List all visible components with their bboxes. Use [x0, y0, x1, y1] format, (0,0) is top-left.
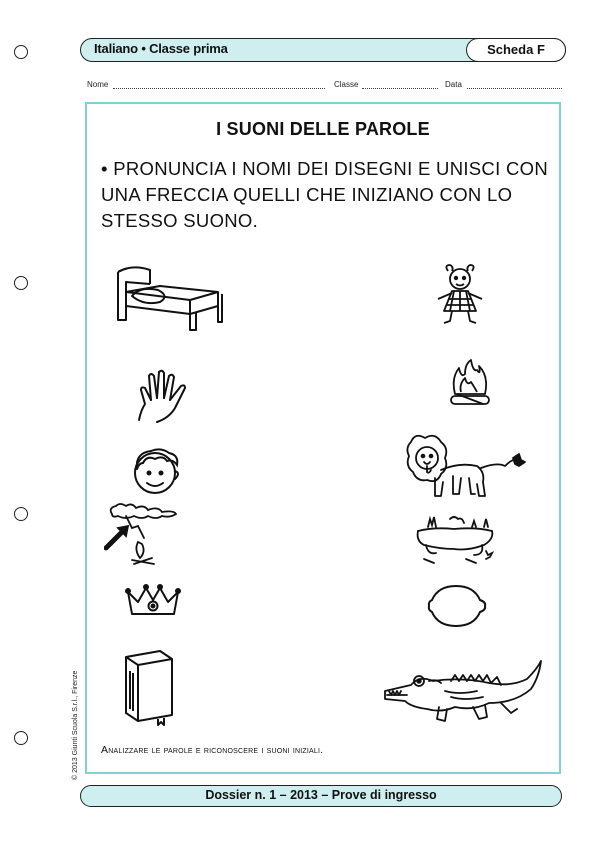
campfire-icon[interactable] — [447, 358, 493, 408]
worksheet-title: I SUONI DELLE PAROLE — [216, 119, 430, 139]
bed-icon[interactable] — [110, 262, 225, 337]
doll-icon[interactable] — [430, 263, 490, 327]
scheda-label: Scheda F — [466, 38, 566, 62]
hand-icon[interactable] — [133, 368, 193, 428]
data-label: Data — [445, 80, 462, 89]
copyright-text: © 2013 Giunti Scuola S.r.l., Firenze — [72, 670, 79, 780]
lake-icon[interactable] — [414, 515, 496, 567]
boy-face-icon[interactable] — [129, 445, 189, 497]
nome-field[interactable] — [113, 88, 325, 89]
crocodile-icon[interactable] — [381, 657, 543, 727]
book-icon[interactable] — [120, 649, 180, 727]
lemon-icon[interactable] — [426, 582, 488, 630]
footer-bar: Dossier n. 1 – 2013 – Prove di ingresso — [80, 785, 562, 807]
header-title: Italiano • Classe prima — [94, 41, 228, 56]
binder-hole — [14, 45, 28, 59]
binder-hole — [14, 507, 28, 521]
data-field[interactable] — [467, 88, 562, 89]
nome-label: Nome — [87, 80, 109, 89]
smoke-fire-icon[interactable] — [104, 502, 184, 572]
binder-hole — [14, 731, 28, 745]
lion-icon[interactable] — [405, 432, 527, 500]
crown-icon[interactable] — [124, 584, 182, 620]
binder-hole — [14, 276, 28, 290]
worksheet-objective: Analizzare le parole e riconoscere i suoni iniziali. — [101, 744, 324, 756]
classe-field[interactable] — [362, 88, 438, 89]
worksheet-instruction: • PRONUNCIA I NOMI DEI DISEGNI E UNISCI CON UNA FRECCIA QUELLI CHE INIZIANO CON LO STESSO SUONO. — [101, 158, 548, 231]
classe-label: Classe — [334, 80, 359, 89]
